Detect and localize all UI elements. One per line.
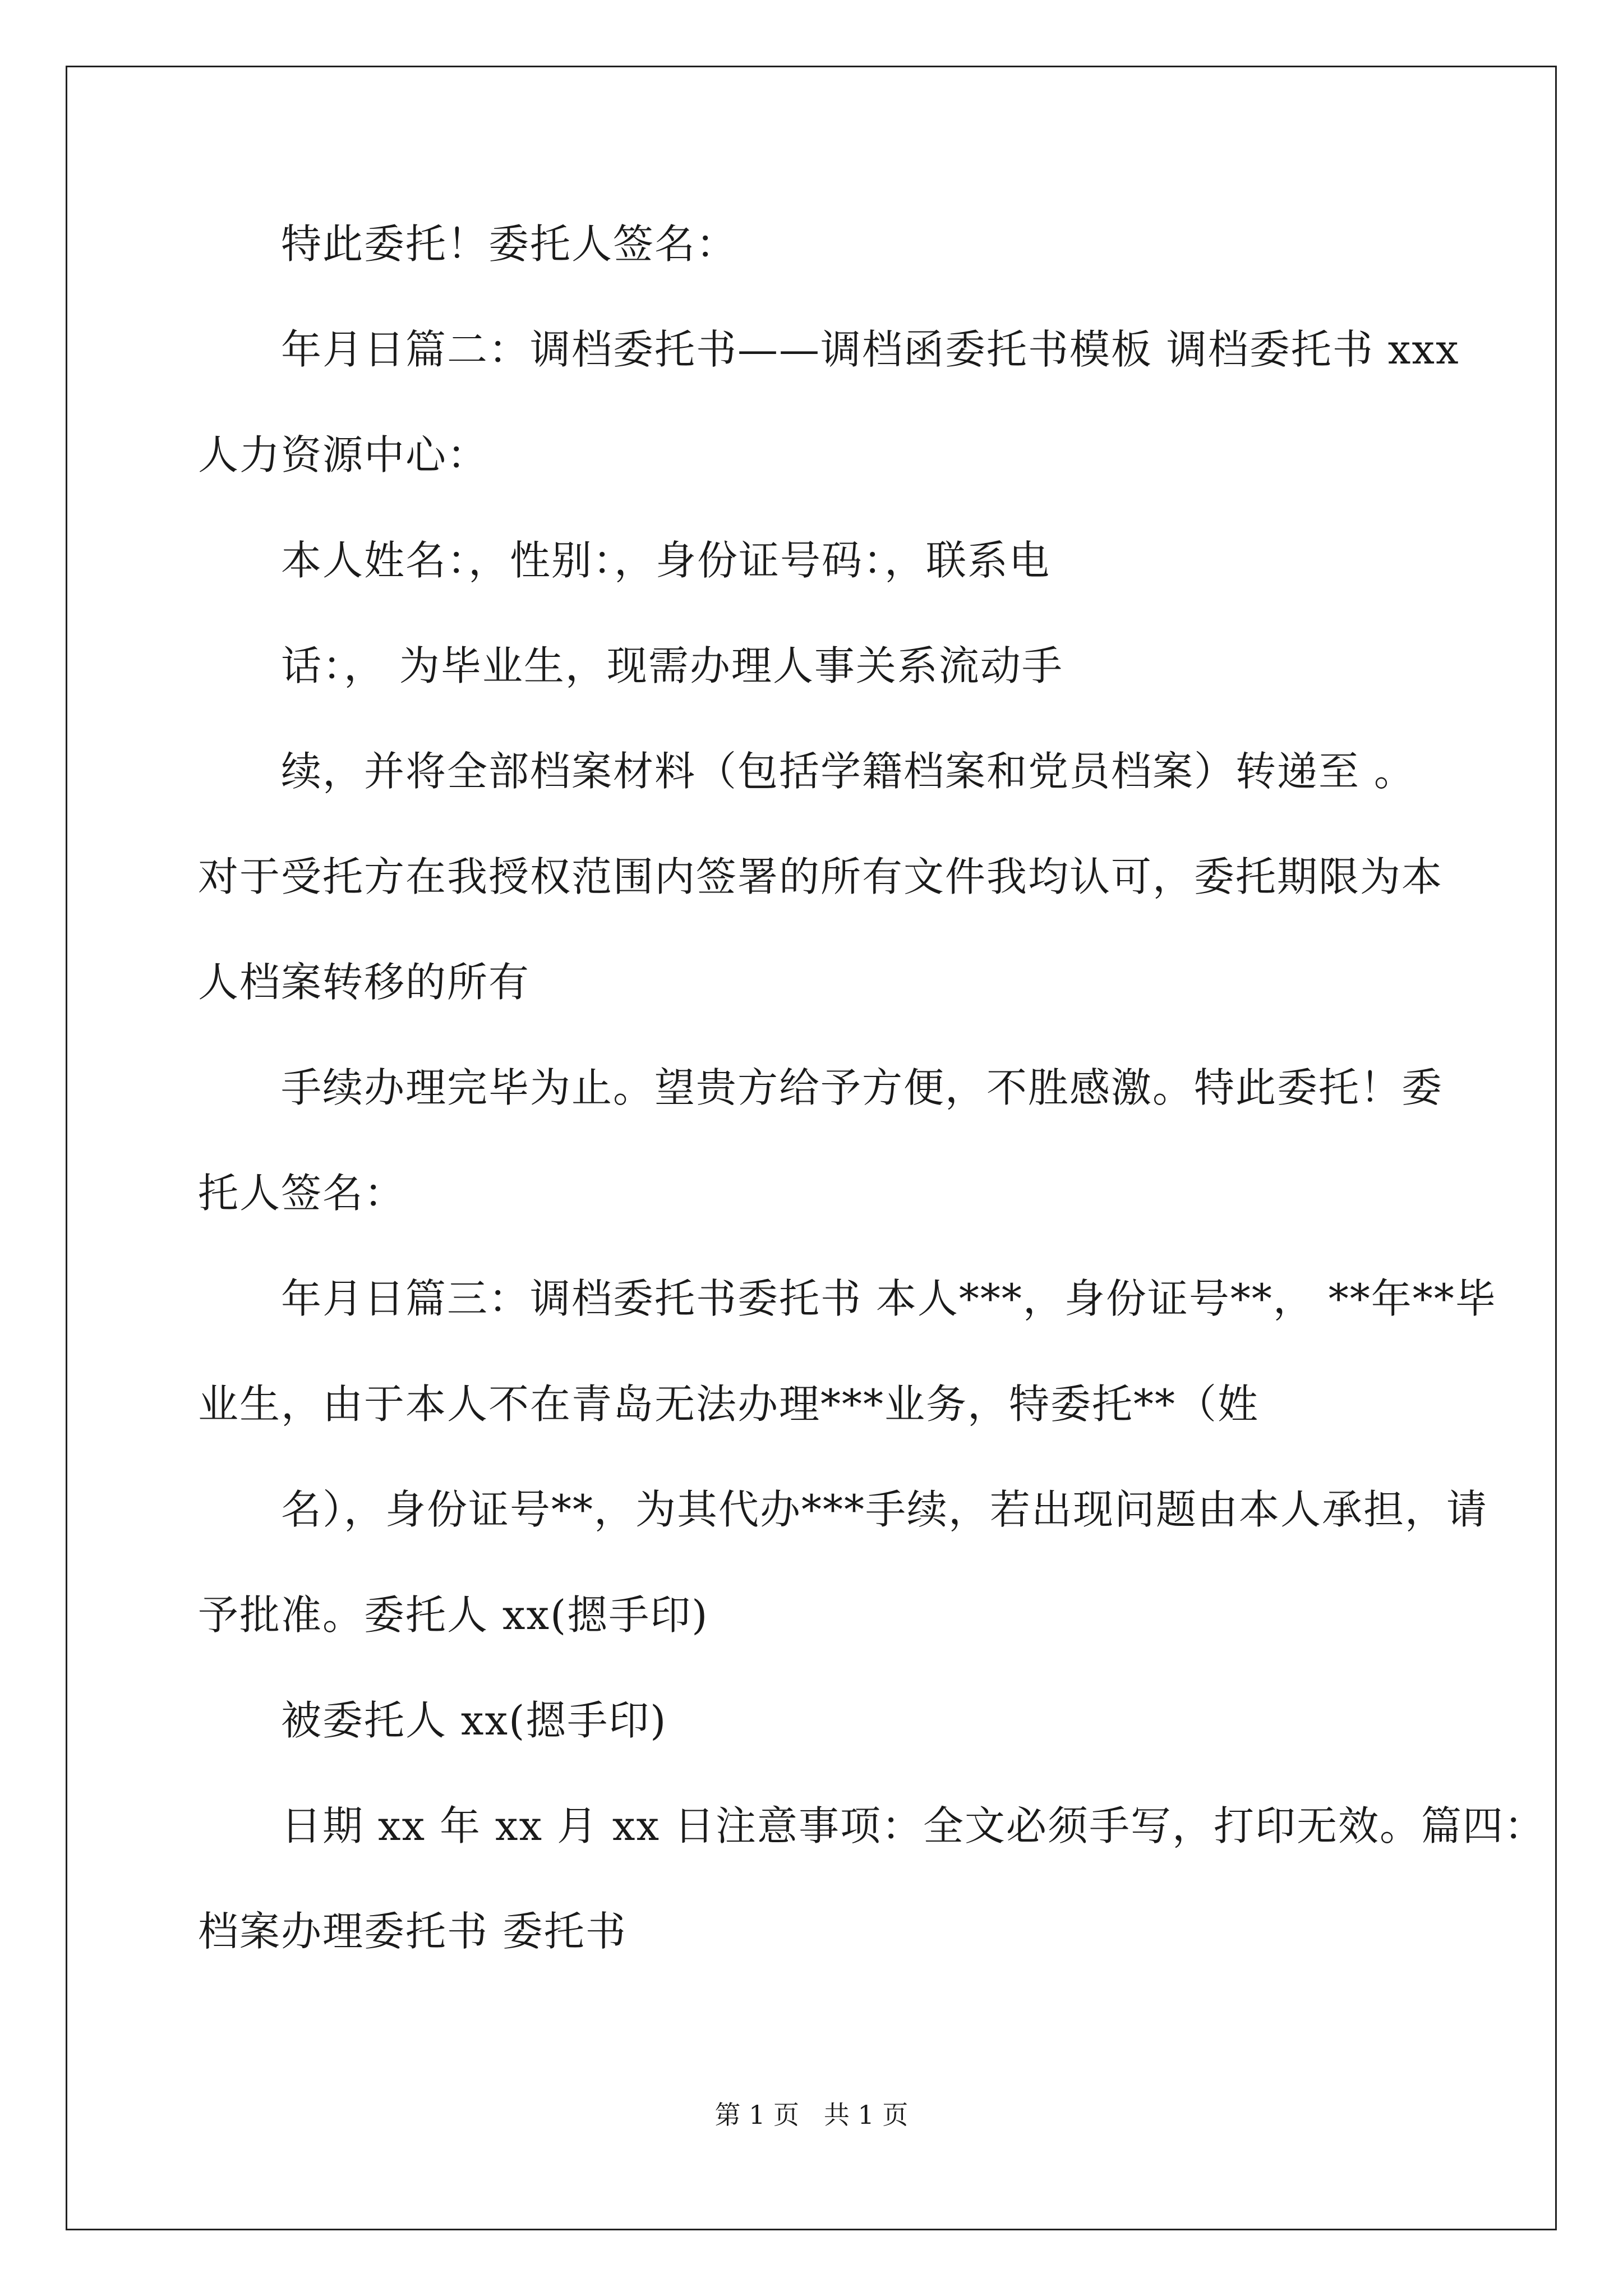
text-line: 年月日篇二：调档委托书——调档函委托书模板 调档委托书 xxx [281, 326, 1460, 373]
text-line: 人力资源中心： [198, 431, 489, 478]
text-line: 托人签名： [198, 1170, 406, 1217]
text-line: 对于受托方在我授权范围内签署的所有文件我均认可，委托期限为本 [198, 853, 1444, 900]
text-line: 续，并将全部档案材料（包括学籍档案和党员档案）转递至 。 [281, 748, 1415, 795]
text-line: 人档案转移的所有 [198, 959, 531, 1006]
text-line: 年月日篇三：调档委托书委托书 本人***，身份证号**， **年**毕 [281, 1275, 1497, 1322]
text-line: 名），身份证号**，为其代办***手续，若出现问题由本人承担，请 [281, 1486, 1488, 1533]
text-line: 特此委托！委托人签名： [281, 220, 738, 268]
text-line: 本人姓名：，性别：，身份证号码：，联系电 [281, 537, 1051, 584]
text-line: 被委托人 xx(摁手印) [281, 1697, 667, 1744]
page-number-footer: 第 1 页 共 1 页 [714, 2100, 909, 2130]
text-line: 业生，由于本人不在青岛无法办理***业务，特委托**（姓 [198, 1381, 1260, 1428]
text-line: 日期 xx 年 xx 月 xx 日注意事项：全文必须手写，打印无效。篇四： [281, 1802, 1546, 1849]
text-line: 话：， 为毕业生，现需办理人事关系流动手 [281, 642, 1063, 689]
text-line: 手续办理完毕为止。望贵方给予方便，不胜感激。特此委托！委 [281, 1064, 1444, 1111]
text-line: 档案办理委托书 委托书 [198, 1908, 627, 1955]
text-line: 予批准。委托人 xx(摁手印) [198, 1591, 709, 1639]
